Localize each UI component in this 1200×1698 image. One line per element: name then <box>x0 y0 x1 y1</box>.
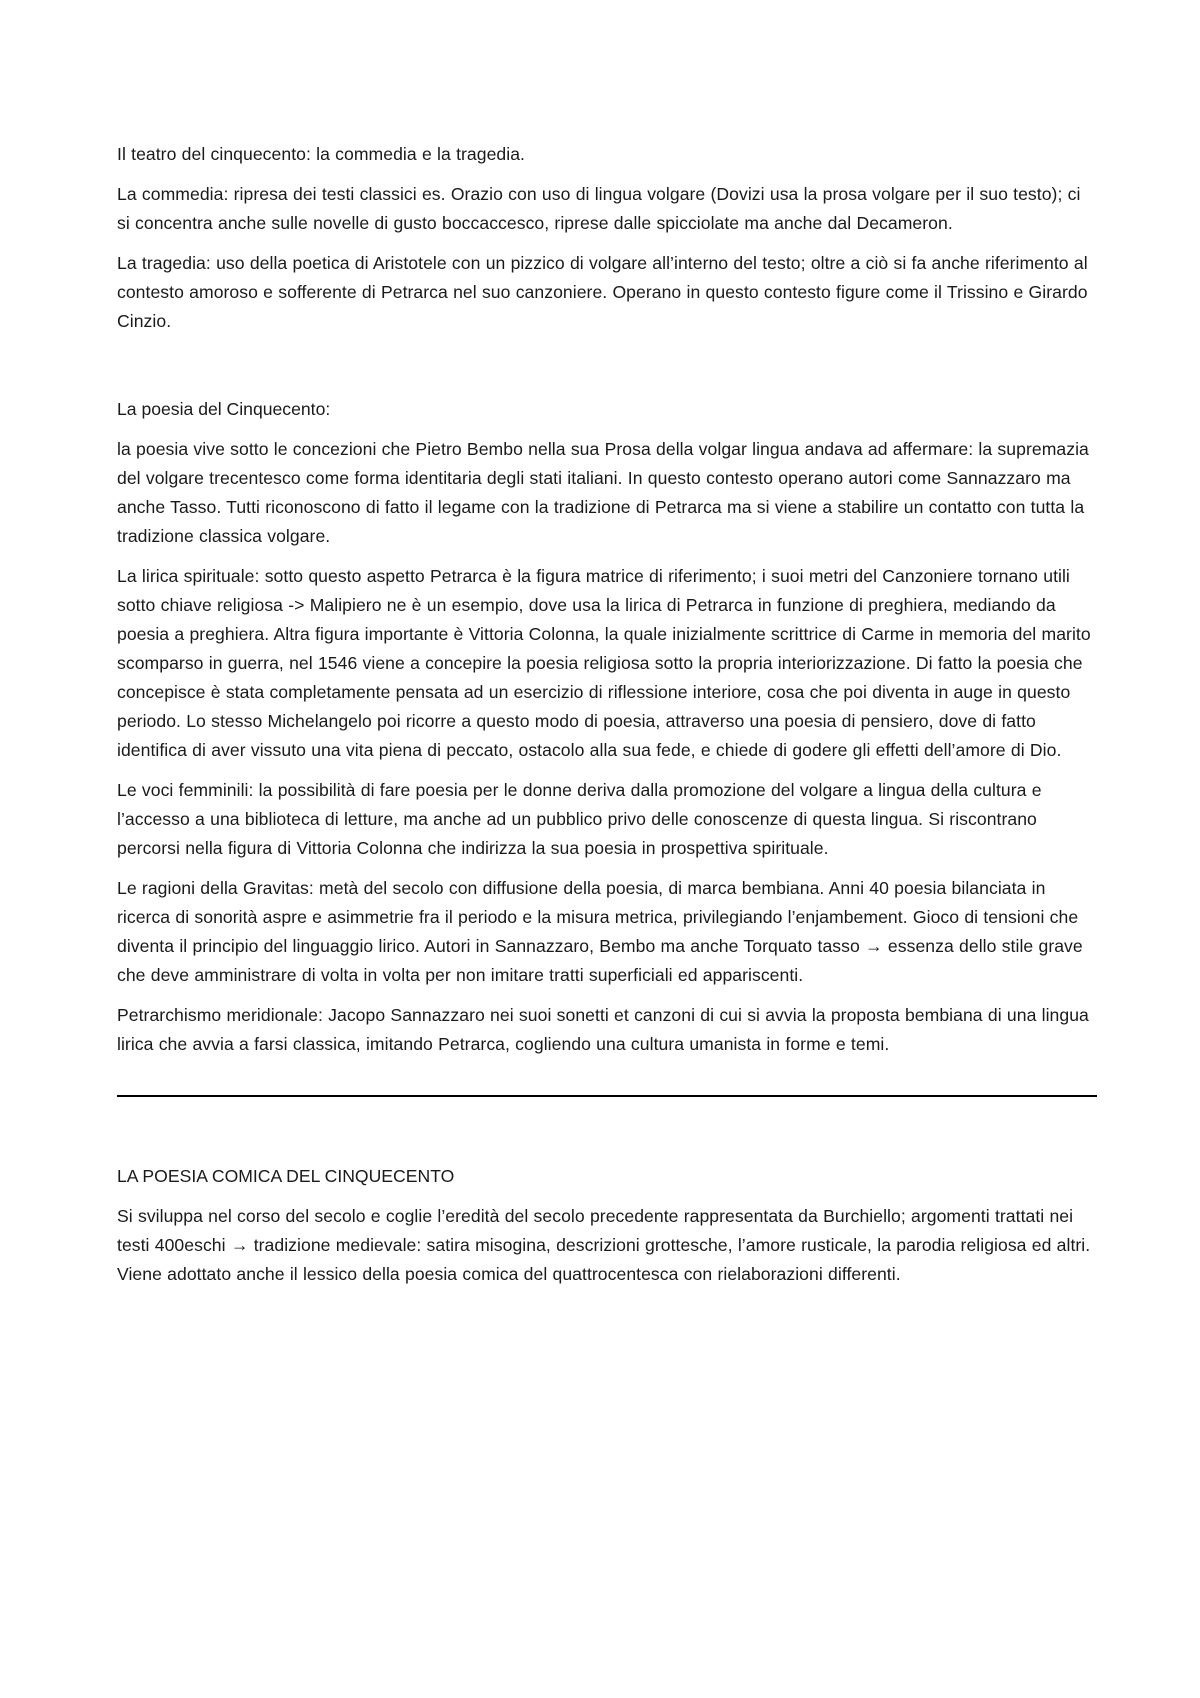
bembo-paragraph: la poesia vive sotto le concezioni che Pietro Bembo nella sua Prosa della volgar lingua andava ad affermare: la supremazia del volgare trecentesco come forma identitaria degli stati italiani. In questo contesto operano autori come Sannazzaro ma anche Tasso. Tutti riconoscono di fatto il legame con la tradizione di Petrarca ma si viene a stabilire un contatto con tutta la tradizione classica volgare. <box>117 439 1089 546</box>
lirica-spirituale-paragraph: La lirica spirituale: sotto questo aspetto Petrarca è la figura matrice di riferimento; i suoi metri del Canzoniere tornano utili sotto chiave religiosa -> Malipiero ne è un esempio, dove usa la lirica di Petrarca in funzione di preghiera, mediando da poesia a preghiera. Altra figura importante è Vittoria Colonna, la quale inizialmente scrittrice di Carme in memoria del marito scomparso in guerra, nel 1546 viene a concepire la poesia religiosa sotto la propria interiorizzazione. Di fatto la poesia che concepisce è stata completamente pensata ad un esercizio di riflessione interiore, cosa che poi diventa in auge in questo periodo. Lo stesso Michelangelo poi ricorre a questo modo di poesia, attraverso una poesia di pensiero, dove di fatto identifica di aver vissuto una vita piena di peccato, ostacolo alla sua fede, e chiede di godere gli effetti dell’amore di Dio. <box>117 566 1091 760</box>
commedia-paragraph: La commedia: ripresa dei testi classici es. Orazio con uso di lingua volgare (Dovizi usa la prosa volgare per il suo testo); ci si concentra anche sulle novelle di gusto boccaccesco, riprese dalle spicciolate ma anche dal Decameron. <box>117 184 1081 233</box>
document-page <box>117 140 1097 1300</box>
spacer <box>117 347 1097 395</box>
spacer <box>117 1097 1097 1162</box>
tragedia-paragraph: La tragedia: uso della poetica di Aristotele con un pizzico di volgare all’interno del testo; oltre a ciò si fa anche riferimento al contesto amoroso e sofferente di Petrarca nel suo canzoniere. Operano in questo contesto figure come il Trissino e Girardo Cinzio. <box>117 253 1088 331</box>
divider-wrap <box>117 1070 1097 1097</box>
gravitas-paragraph: Le ragioni della Gravitas: metà del secolo con diffusione della poesia, di marca bembiana. Anni 40 poesia bilanciata in ricerca di sonorità aspre e asimmetrie fra il periodo e la misura metrica, privilegiando l’enjambement. Gioco di tensioni che diventa il principio del linguaggio lirico. Autori in Sannazzaro, Bembo ma anche Torquato tasso → essenza dello stile grave che deve amministrare di volta in volta per non imitare tratti superficiali ed appariscenti. <box>117 878 1083 985</box>
voci-femminili-paragraph: Le voci femminili: la possibilità di fare poesia per le donne deriva dalla promozione del volgare a lingua della cultura e l’accesso a una biblioteca di letture, ma anche ad un pubblico privo delle conoscenze di questa lingua. Si riscontrano percorsi nella figura di Vittoria Colonna che indirizza la sua poesia in prospettiva spirituale. <box>117 780 1042 858</box>
intro-paragraph: Il teatro del cinquecento: la commedia e la tragedia. <box>117 144 525 164</box>
poesia-comica-heading: LA POESIA COMICA DEL CINQUECENTO <box>117 1166 455 1186</box>
poesia-heading: La poesia del Cinquecento: <box>117 399 331 419</box>
burchiello-paragraph: Si sviluppa nel corso del secolo e coglie l’eredità del secolo precedente rappresentata da Burchiello; argomenti trattati nei testi 400eschi → tradizione medievale: satira misogina, descrizioni grottesche, l’amore rusticale, la parodia religiosa ed altri. Viene adottato anche il lessico della poesia comica del quattrocentesca con rielaborazioni differenti. <box>117 1206 1091 1284</box>
petrarchismo-paragraph: Petrarchismo meridionale: Jacopo Sannazzaro nei suoi sonetti et canzoni di cui si avvia la proposta bembiana di una lingua lirica che avvia a farsi classica, imitando Petrarca, cogliendo una cultura umanista in forme e temi. <box>117 1005 1089 1054</box>
